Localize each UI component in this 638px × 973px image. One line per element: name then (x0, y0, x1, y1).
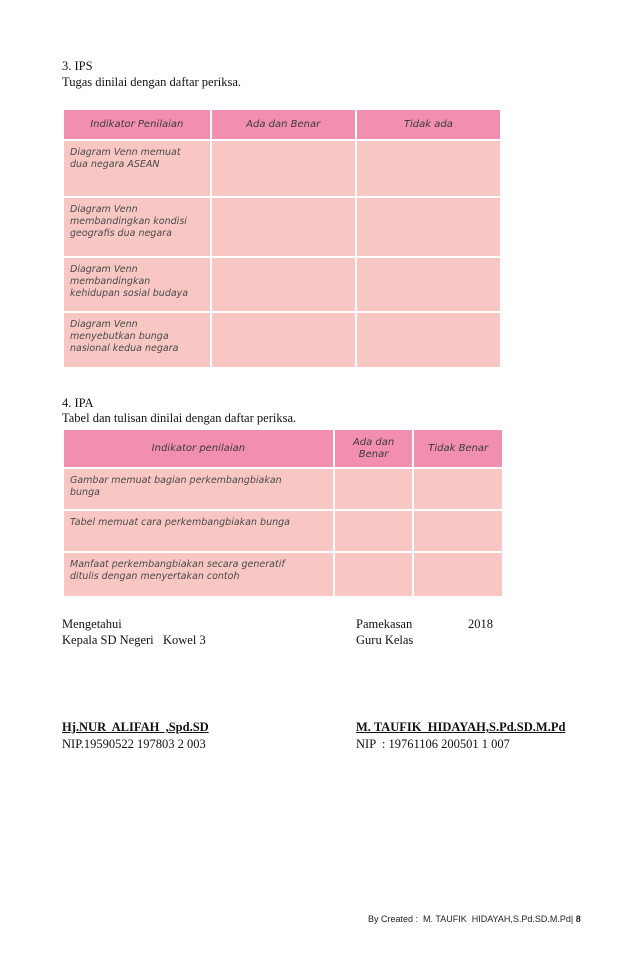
checkbox-cell (413, 552, 503, 597)
column-header: Indikator penilaian (63, 429, 334, 468)
checkbox-cell (356, 140, 501, 197)
indicator-cell: Manfaat perkembangbiakan secara generatif ditulis dengan menyertakan contoh (63, 552, 334, 597)
checkbox-cell (334, 510, 414, 552)
checkbox-cell (211, 197, 356, 257)
checkbox-cell (356, 257, 501, 312)
column-header: Ada dan Benar (334, 429, 414, 468)
checkbox-cell (211, 312, 356, 368)
indicator-cell: Diagram Venn menyebutkan bunga nasional kedua negara (63, 312, 211, 368)
ipa-rubric-table (62, 428, 504, 598)
signature-right-nip: NIP : 19761106 200501 1 007 (356, 737, 510, 751)
checkbox-cell (413, 468, 503, 510)
checkbox-cell (413, 510, 503, 552)
checkbox-cell (334, 468, 414, 510)
indicator-cell: Diagram Venn membandingkan kehidupan sosial budaya (63, 257, 211, 312)
section-4-instruction: Tabel dan tulisan dinilai dengan daftar periksa. (62, 411, 297, 425)
indicator-cell: Diagram Venn membandingkan kondisi geografis dua negara (63, 197, 211, 257)
indicator-cell: Gambar memuat bagian perkembangbiakan bunga (63, 468, 334, 510)
checkbox-cell (356, 312, 501, 368)
section-3-heading: 3. IPS (62, 59, 93, 73)
table-row (63, 197, 501, 257)
signature-right-name: M. TAUFIK HIDAYAH,S.Pd.SD.M.Pd (356, 720, 566, 734)
table-row (63, 510, 503, 552)
signature-right-place: Pamekasan (356, 617, 413, 631)
section-3-instruction: Tugas dinilai dengan daftar periksa. (62, 75, 242, 89)
page-footer (368, 914, 581, 924)
column-header: Ada dan Benar (211, 109, 356, 140)
checkbox-cell (211, 257, 356, 312)
column-header: Tidak Benar (413, 429, 503, 468)
table-row (63, 257, 501, 312)
signature-left-line1: Mengetahui (62, 617, 122, 631)
checkbox-cell (356, 197, 501, 257)
signature-left-nip: NIP.19590522 197803 2 003 (62, 737, 206, 751)
section-4-heading: 4. IPA (62, 396, 94, 410)
checkbox-cell (211, 140, 356, 197)
footer-credit: By Created : M. TAUFIK HIDAYAH,S.Pd.SD.M.Pd| (368, 914, 574, 924)
signature-left-line2: Kepala SD Negeri Kowel 3 (62, 633, 206, 647)
page-number: 8 (575, 914, 581, 924)
indicator-cell: Diagram Venn memuat dua negara ASEAN (63, 140, 211, 197)
table-row (63, 468, 503, 510)
ips-rubric-table (62, 108, 502, 369)
table-row (63, 312, 501, 368)
column-header: Indikator Penilaian (63, 109, 211, 140)
table-row (63, 140, 501, 197)
table-header-row (63, 109, 501, 140)
signature-right-line2: Guru Kelas (356, 633, 414, 647)
signature-left-name: Hj.NUR ALIFAH ,Spd.SD (62, 720, 209, 734)
checkbox-cell (334, 552, 414, 597)
signature-right-year: 2018 (468, 617, 493, 631)
indicator-cell: Tabel memuat cara perkembangbiakan bunga (63, 510, 334, 552)
table-header-row (63, 429, 503, 468)
column-header: Tidak ada (356, 109, 501, 140)
table-row (63, 552, 503, 597)
